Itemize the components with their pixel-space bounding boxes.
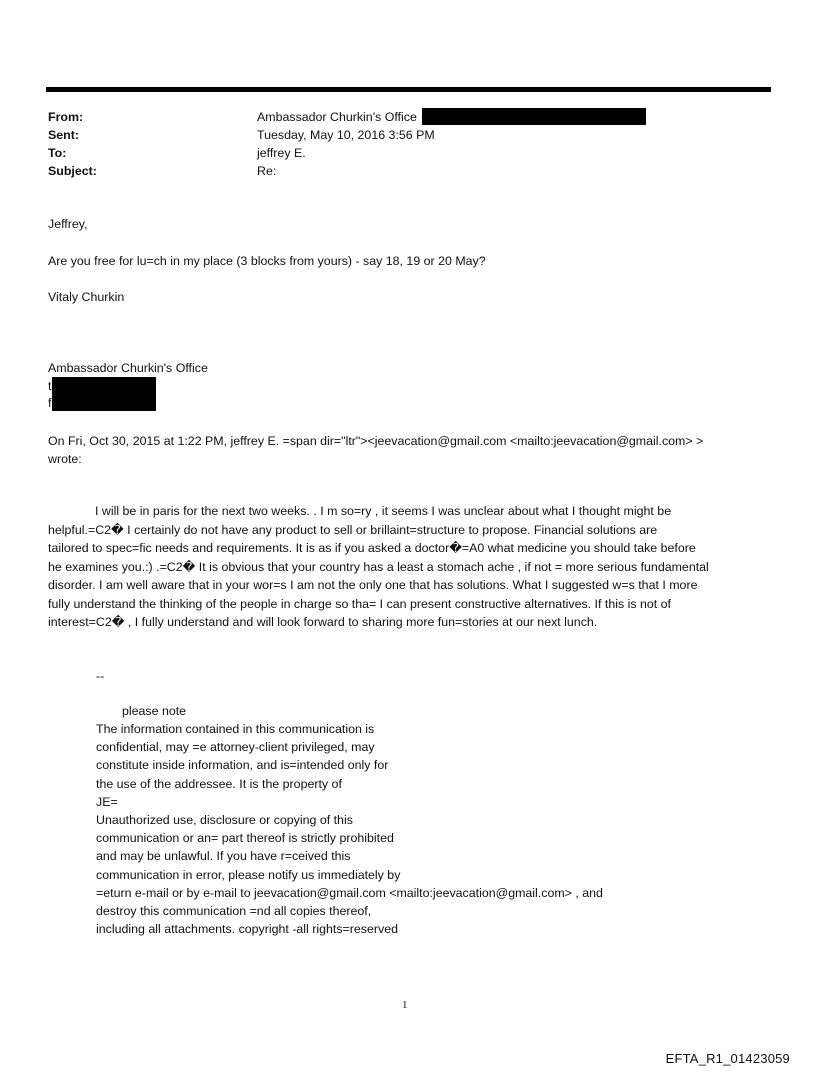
from-sender: Ambassador Churkin's Office [257,110,417,124]
disclaimer-line: constitute inside information, and is=intended only for [96,758,389,773]
office-name: Ambassador Churkin's Office [48,361,208,375]
quoted-line: disorder. I am well aware that in your wor=s I am not the only one that has solutions. What I suggested w=s that I more [48,578,698,592]
disclaimer-line: Unauthorized use, disclosure or copying of this [96,812,353,827]
fax-label: f [48,396,52,410]
quoted-line: fully understand the thinking of the people in charge so tha= I can present constructive alternatives. If this is not of [48,596,671,611]
message-body: Are you free for lu=ch in my place (3 blocks from yours) - say 18, 19 or 20 May? [48,254,486,268]
disclaimer-line: communication in error, please notify us immediately by [96,867,401,882]
to-value: jeffrey E. [257,146,306,160]
disclaimer-line: including all attachments. copyright -all rights=reserved [96,922,398,937]
quoted-line: I will be in paris for the next two weeks. . I m so=ry , it seems I was unclear about what I thought might be [95,504,672,518]
disclaimer-line: confidential, may =e attorney-client privileged, may [96,740,375,755]
header-divider [46,87,771,92]
note-title: please note [122,704,187,718]
to-label: To: [48,146,67,160]
greeting: Jeffrey, [48,217,88,231]
page-number: 1 [402,999,408,1011]
from-value [257,108,646,126]
disclaimer [96,720,603,938]
quoted-line: interest=C2� , I fully understand and will look forward to sharing more fun=stories at our next lunch. [48,615,598,629]
signoff: Vitaly Churkin [48,290,125,304]
from-label: From: [48,110,84,124]
disclaimer-line: The information contained in this communication is [96,722,375,736]
subject-label: Subject: [48,164,97,178]
quoted-line: tailored to spec=fic needs and requirements. It is as if you asked a doctor�=A0 what medicine you should take before [48,541,696,555]
document-id: EFTA_R1_01423059 [665,1051,790,1066]
quoted-intro-line1: On Fri, Oct 30, 2015 at 1:22 PM, jeffrey E. =span dir="ltr"><jeevacation@gmail.com <mailto:jeevacation@gmail.com> > [48,434,704,448]
disclaimer-line: JE= [96,794,118,809]
disclaimer-line: and may be unlawful. If you have r=ceived this [96,849,351,864]
disclaimer-line: =eturn e-mail or by e-mail to jeevacation@gmail.com <mailto:jeevacation@gmail.com> , and [96,885,603,900]
subject-value: Re: [257,164,277,178]
phone-label: t [48,379,52,393]
sent-label: Sent: [48,128,79,142]
redaction-bar [422,108,646,125]
disclaimer-line: the use of the addressee. It is the property of [96,776,342,791]
signature-dashes: -- [96,669,105,683]
quoted-line: he examines you.:) .=C2� It is obvious that your country has a least a stomach ache , if not = more serious fundamental [48,559,709,574]
disclaimer-line: communication or an= part thereof is strictly prohibited [96,831,394,846]
sent-value: Tuesday, May 10, 2016 3:56 PM [257,128,435,142]
redaction-bar [52,377,156,411]
quoted-message [48,502,772,632]
disclaimer-line: destroy this communication =nd all copies thereof, [96,903,372,918]
quoted-intro-line2: wrote: [48,452,82,466]
quoted-line: helpful.=C2� I certainly do not have any product to sell or brillaint=structure to propose. Financial solutions are [48,522,658,537]
